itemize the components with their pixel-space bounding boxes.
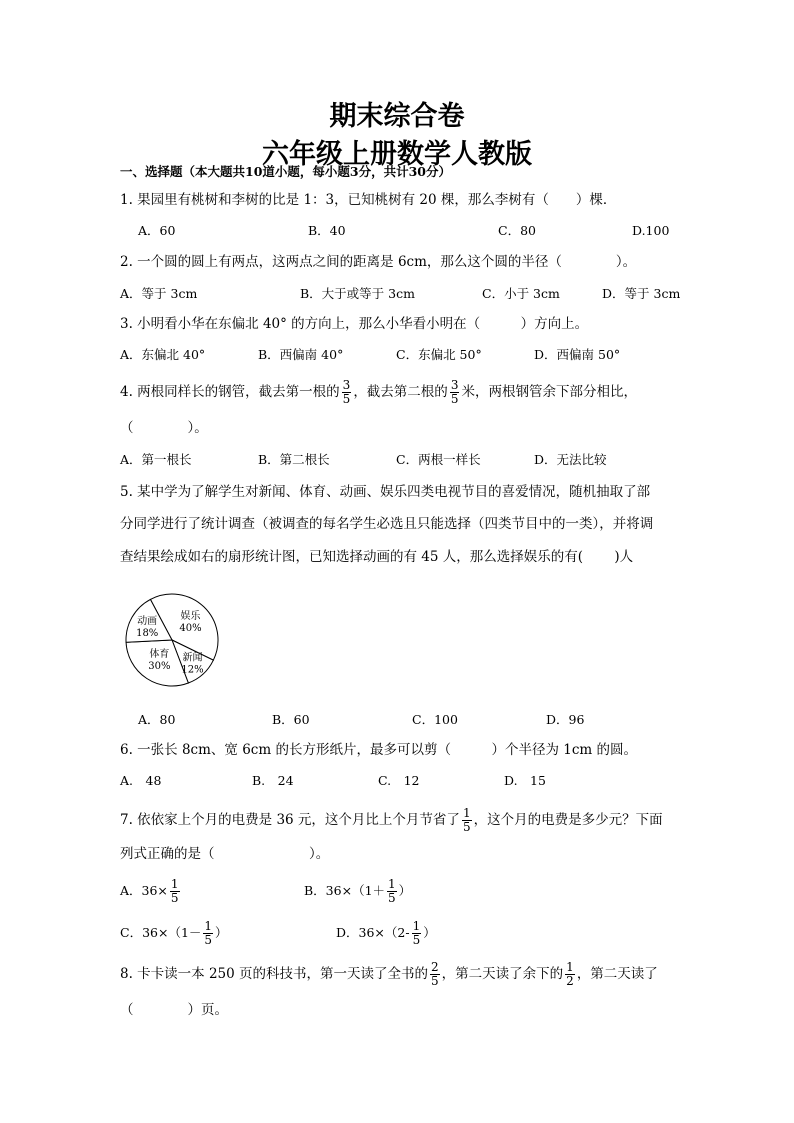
- question-6: 6. 一张长 8cm、宽 6cm 的长方形纸片，最多可以剪（ ）个半径为 1cm 的圆。: [120, 742, 637, 758]
- question-2: 2. 一个圆的圆上有两点，这两点之间的距离是 6cm，那么这个圆的半径（ ）。: [120, 254, 637, 270]
- q6-option-a: A. 48: [120, 773, 162, 788]
- q6-option-b: B. 24: [252, 773, 294, 788]
- q4-text-pre: 4. 两根同样长的钢管，截去第一根的: [120, 384, 340, 400]
- q1-option-c: C．80: [498, 223, 536, 238]
- q3-option-a: A．东偏北 40°: [120, 347, 206, 362]
- pie-label-name-1: 新闻: [182, 652, 203, 664]
- q1-option-b: B．40: [308, 223, 346, 238]
- page-title: 期末综合卷: [329, 101, 465, 132]
- q5-option-d: D．96: [546, 712, 585, 727]
- q7-option-d: D．36×（2- $\frac{1}{5}$ ）: [336, 919, 436, 947]
- q7-option-a: A．36× $\frac{1}{5}$: [120, 877, 179, 905]
- q7-option-c: C．36×（1－ $\frac{1}{5}$ ）: [120, 919, 228, 947]
- section-heading: 一、选择题（本大题共10道小题，每小题3分，共计30分）: [120, 164, 451, 179]
- q8-fraction-2: $\frac{1}{2}$: [566, 960, 574, 988]
- q8-text-post: ，第二天读了: [576, 966, 658, 982]
- q2-option-c: C．小于 3cm: [482, 286, 560, 301]
- pie-label-name-0: 娱乐: [180, 610, 201, 622]
- q8-answer-blank: （ ）页。: [120, 1002, 228, 1018]
- question-5-line-2: 分同学进行了统计调查（被调查的每名学生必选且只能选择（四类节目中的一类），并将调: [120, 516, 654, 532]
- q4-option-c: C．两根一样长: [396, 452, 481, 467]
- q4-option-a: A．第一根长: [120, 452, 192, 467]
- pie-label-value-1: 12%: [181, 664, 204, 676]
- q7-fraction: $\frac{1}{5}$: [462, 806, 471, 834]
- q8-fraction-1: $\frac{2}{5}$: [431, 960, 439, 988]
- q6-option-d: D. 15: [504, 773, 546, 788]
- q7-text-pre: 7. 依依家上个月的电费是 36 元，这个月比上个月节省了: [120, 812, 460, 828]
- question-8: [120, 958, 658, 990]
- pie-label-name-2: 体育: [149, 649, 170, 661]
- q2-option-b: B．大于或等于 3cm: [300, 286, 415, 301]
- q1-option-d: D.100: [632, 223, 670, 238]
- pie-label-value-0: 40%: [179, 622, 202, 634]
- question-4: [120, 376, 637, 408]
- pie-label-value-3: 18%: [136, 627, 159, 639]
- question-5-line-1: 5. 某中学为了解学生对新闻、体育、动画、娱乐四类电视节目的喜爱情况，随机抽取了部: [120, 484, 651, 500]
- q3-option-b: B．西偏南 40°: [258, 347, 344, 362]
- q4-text-post: 米，两根钢管余下部分相比，: [461, 384, 637, 400]
- question-7: [120, 804, 663, 836]
- question-1: 1. 果园里有桃树和李树的比是 1：3，已知桃树有 20 棵，那么李树有（ ）棵．: [120, 192, 617, 208]
- q8-text-mid: ，第二天读了余下的: [441, 966, 564, 982]
- q4-option-d: D．无法比较: [534, 452, 607, 467]
- pie-label-name-3: 动画: [137, 615, 158, 627]
- q5-option-c: C．100: [412, 712, 458, 727]
- pie-chart: [118, 592, 232, 688]
- q6-option-c: C. 12: [378, 773, 420, 788]
- q4-text-mid: ，截去第二根的: [353, 384, 448, 400]
- question-3: 3. 小明看小华在东偏北 40° 的方向上，那么小华看小明在（ ）方向上。: [120, 316, 589, 332]
- q2-option-a: A．等于 3cm: [120, 286, 198, 301]
- q8-text-pre: 8. 卡卡读一本 250 页的科技书，第一天读了全书的: [120, 966, 429, 982]
- q7-answer-blank: 列式正确的是（ ）。: [120, 846, 330, 862]
- q5-option-a: A．80: [138, 712, 176, 727]
- page-subtitle: 六年级上册数学人教版: [262, 139, 532, 170]
- q2-option-d: D．等于 3cm: [602, 286, 681, 301]
- q7-text-post: ，这个月的电费是多少元？下面: [473, 812, 663, 828]
- q3-option-d: D．西偏南 50°: [534, 347, 621, 362]
- pie-label-value-2: 30%: [148, 661, 171, 673]
- question-5-line-3: 查结果绘成如右的扇形统计图，已知选择动画的有 45 人，那么选择娱乐的有( )人: [120, 549, 634, 565]
- q5-option-b: B．60: [272, 712, 310, 727]
- q4-option-b: B．第二根长: [258, 452, 330, 467]
- q1-option-a: A．60: [138, 223, 176, 238]
- q4-fraction-1: $\frac{3}{5}$: [342, 378, 351, 406]
- q4-answer-blank: （ ）。: [120, 420, 208, 436]
- q7-option-b: B．36×（1＋ $\frac{1}{5}$ ）: [304, 877, 412, 905]
- q3-option-c: C．东偏北 50°: [396, 347, 482, 362]
- q4-fraction-2: $\frac{3}{5}$: [450, 378, 459, 406]
